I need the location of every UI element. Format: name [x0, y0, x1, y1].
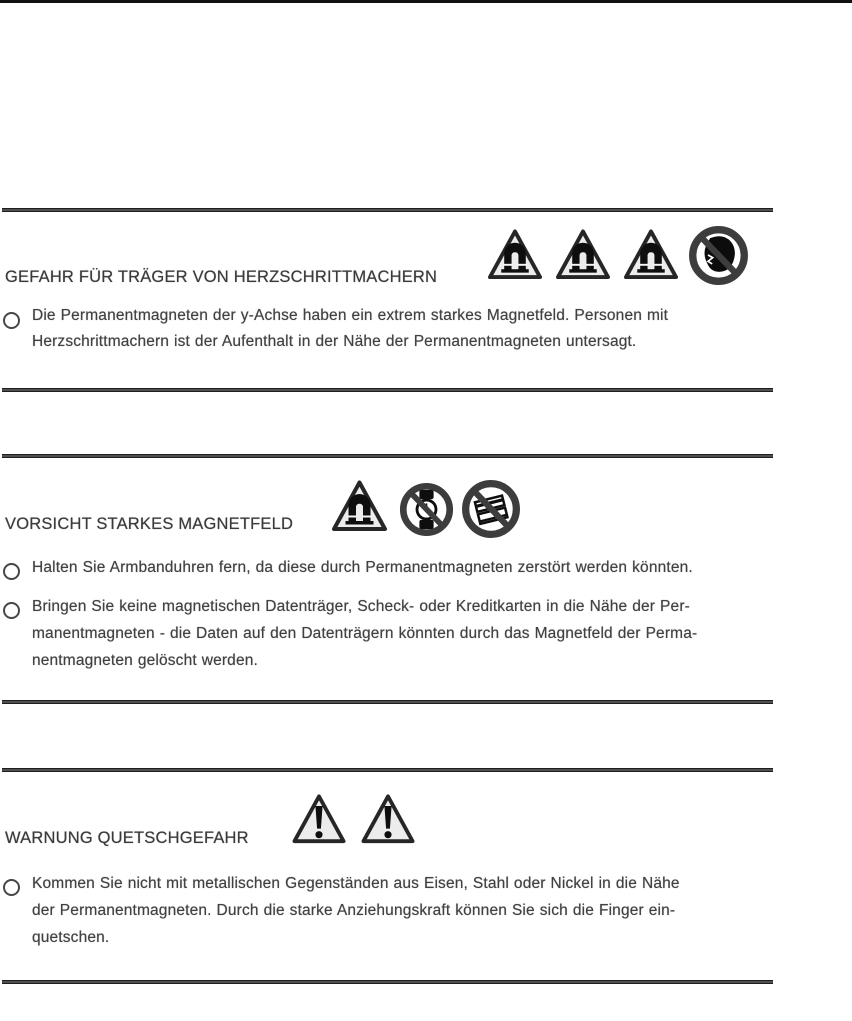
bullet-text [32, 554, 782, 581]
bullet-line: quetschen. [32, 929, 110, 946]
section-heading-magnetic-field-caution: VORSICHT STARKES MAGNETFELD [5, 515, 294, 533]
warning-magnetic-field-icon [486, 228, 544, 281]
bullet-marker [3, 312, 20, 329]
page-top-border [0, 0, 852, 3]
horizontal-rule [2, 208, 773, 212]
bullet-line: Herzschrittmachern ist der Aufenthalt in der Nähe der Permanentmagneten untersagt. [32, 333, 637, 350]
warning-magnetic-field-icon [622, 228, 680, 281]
bullet-text [32, 870, 782, 951]
bullet-text [32, 593, 782, 674]
bullet-line: Kommen Sie nicht mit metallischen Gegenständen aus Eisen, Stahl oder Nickel in die Nähe [32, 875, 680, 892]
bullet-marker [3, 602, 20, 619]
horizontal-rule [2, 980, 773, 984]
no-pacemakers-icon [688, 225, 749, 286]
warning-magnetic-field-icon [554, 228, 612, 281]
bullet-line: der Permanentmagneten. Durch die starke Anziehungskraft können Sie sich die Finger ein- [32, 902, 676, 919]
bullet-marker [3, 563, 20, 580]
no-wristwatches-icon [399, 482, 454, 537]
bullet-line: Bringen Sie keine magnetischen Datenträger, Scheck- oder Kreditkarten in die Nähe der Per- [32, 598, 690, 615]
bullet-line: Halten Sie Armbanduhren fern, da diese durch Permanentmagneten zerstört werden könnten. [32, 559, 693, 576]
horizontal-rule [2, 454, 773, 458]
horizontal-rule [2, 388, 773, 392]
bullet-marker [3, 879, 20, 896]
bullet-line: nentmagneten gelöscht werden. [32, 652, 258, 669]
general-warning-icon [360, 793, 416, 845]
horizontal-rule [2, 700, 773, 704]
section-heading-crushing-hazard: WARNUNG QUETSCHGEFAHR [5, 829, 249, 847]
bullet-text [32, 303, 782, 355]
horizontal-rule [2, 768, 773, 772]
bullet-line: Die Permanentmagneten der y-Achse haben ein extrem starkes Magnetfeld. Personen mit [32, 307, 669, 324]
warning-magnetic-field-icon [330, 479, 389, 533]
section-heading-pacemaker-danger: GEFAHR FÜR TRÄGER VON HERZSCHRITTMACHERN [5, 268, 438, 286]
no-credit-cards-icon [461, 479, 521, 539]
general-warning-icon [291, 793, 347, 845]
bullet-line: manentmagneten - die Daten auf den Datenträgern könnten durch das Magnetfeld der Perma- [32, 625, 698, 642]
